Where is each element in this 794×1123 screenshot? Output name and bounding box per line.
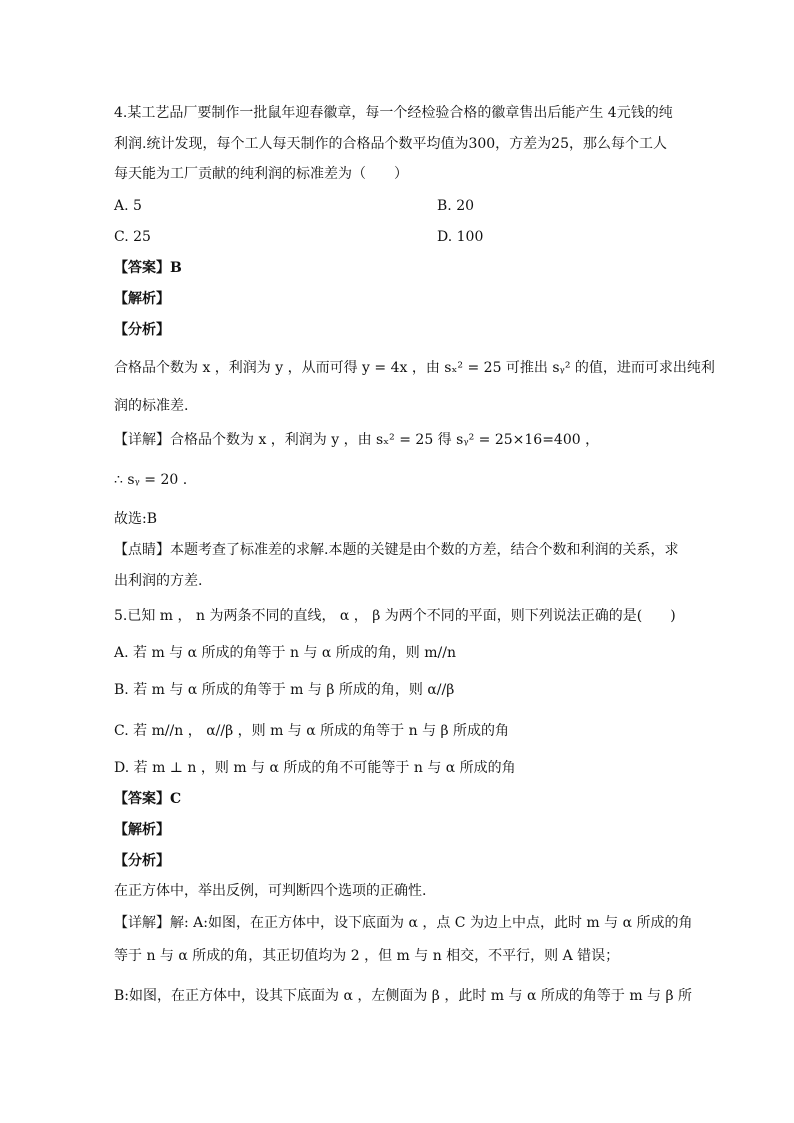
q4-option-a: A. 5 bbox=[114, 198, 142, 214]
q4-stem-line-1: 4.某工艺品厂要制作一批鼠年迎春徽章，每一个经检验合格的徽章售出后能产生 4元钱的纯 bbox=[114, 105, 673, 121]
q4-fenxi-heading: 【分析】 bbox=[114, 322, 170, 338]
q4-stem-line-2: 利润.统计发现，每个工人每天制作的合格品个数平均值为300，方差为25，那么每个工人 bbox=[114, 136, 667, 152]
q4-stem-line-3: 每天能为工厂贡献的纯利润的标准差为（ ） bbox=[114, 166, 408, 182]
q5-fenxi-heading: 【分析】 bbox=[114, 853, 170, 869]
q5-analysis-heading: 【解析】 bbox=[114, 822, 170, 838]
q4-option-b: B. 20 bbox=[437, 198, 475, 214]
q4-detail-result: ∴ sᵧ = 20 . bbox=[114, 472, 188, 488]
q5-option-d: D. 若 m ⊥ n ，则 m 与 α 所成的角不可能等于 n 与 α 所成的角 bbox=[114, 760, 516, 776]
q5-detail-line-1: 【详解】解: A:如图，在正方体中，设下底面为 α ，点 C 为边上中点，此时 m 与 α 所成的角 bbox=[114, 915, 693, 931]
q4-fenxi-line-1: 合格品个数为 x ，利润为 y ，从而可得 y = 4x ，由 sₓ² = 25 可推出 sᵧ² 的值，进而可求出纯利 bbox=[114, 360, 715, 376]
q5-fenxi: 在正方体中，举出反例，可判断四个选项的正确性. bbox=[114, 883, 427, 899]
q4-option-c: C. 25 bbox=[114, 229, 151, 245]
q5-stem: 5.已知 m ， n 为两条不同的直线， α ， β 为两个不同的平面，则下列说法正确的是( ) bbox=[114, 608, 676, 624]
q4-comment-line-1: 【点睛】本题考查了标准差的求解.本题的关键是由个数的方差，结合个数和利润的关系，求 bbox=[114, 542, 679, 558]
q4-answer: 【答案】B bbox=[114, 260, 182, 276]
q5-detail-line-3: B:如图，在正方体中，设其下底面为 α ，左侧面为 β ，此时 m 与 α 所成的角等于 m 与 β 所 bbox=[114, 988, 693, 1004]
q4-analysis-heading: 【解析】 bbox=[114, 291, 170, 307]
q5-detail-line-2: 等于 n 与 α 所成的角，其正切值均为 2 ，但 m 与 n 相交，不平行，则 A 错误； bbox=[114, 948, 620, 964]
q4-detail: 【详解】合格品个数为 x ，利润为 y ，由 sₓ² = 25 得 sᵧ² = 25×16=400 ， bbox=[114, 432, 600, 448]
q4-fenxi-line-2: 润的标准差. bbox=[114, 398, 189, 414]
q4-choose: 故选:B bbox=[114, 511, 158, 527]
q5-option-b: B. 若 m 与 α 所成的角等于 m 与 β 所成的角，则 α//β bbox=[114, 682, 455, 698]
q4-option-d: D. 100 bbox=[437, 229, 484, 245]
q5-answer: 【答案】C bbox=[114, 791, 182, 807]
q5-option-c: C. 若 m//n ， α//β ，则 m 与 α 所成的角等于 n 与 β 所成的角 bbox=[114, 723, 510, 739]
q4-comment-line-2: 出利润的方差. bbox=[114, 573, 203, 589]
q5-option-a: A. 若 m 与 α 所成的角等于 n 与 α 所成的角，则 m//n bbox=[114, 645, 456, 661]
